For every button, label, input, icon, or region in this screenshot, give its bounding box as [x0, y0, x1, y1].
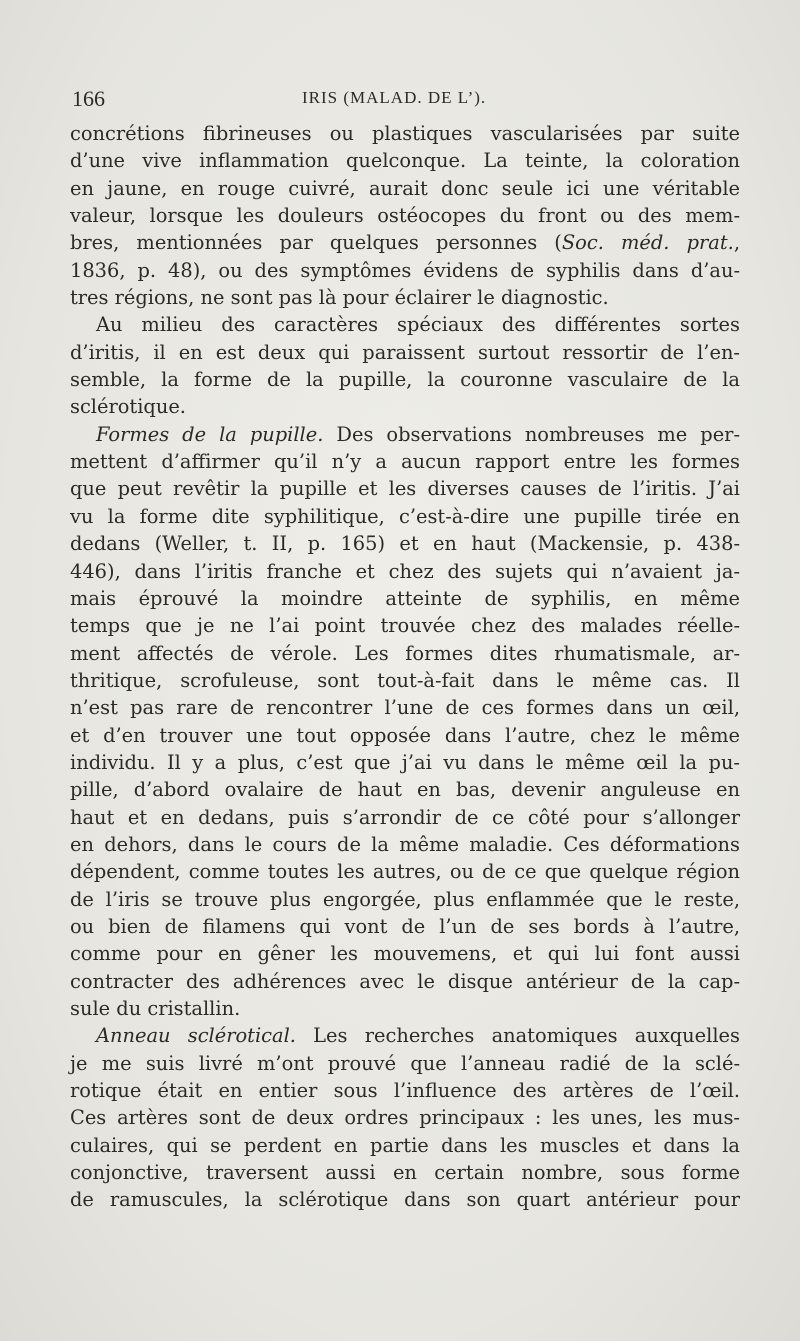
- text-line: [70, 585, 740, 612]
- line-text: dépendent, comme toutes les autres, ou de ce que quelque région: [70, 860, 740, 884]
- line-text: conjonctive, traversent aussi en certain nombre, sous forme: [70, 1161, 740, 1185]
- text-line: [70, 995, 740, 1022]
- text-line: [70, 749, 740, 776]
- line-text: Les recherches anatomiques auxquelles: [295, 1024, 740, 1048]
- text-line: [70, 831, 740, 858]
- line-text-tail: ,: [733, 231, 740, 255]
- line-text: vu la forme dite syphilitique, c’est-à-dire une pupille tirée en: [70, 504, 740, 528]
- line-text: n’est pas rare de rencontrer l’une de ces formes dans un œil,: [70, 696, 740, 720]
- text-line: [70, 1159, 740, 1186]
- text-line: [70, 530, 740, 557]
- line-text: culaires, qui se perdent en partie dans les muscles et dans la: [70, 1133, 740, 1157]
- line-text: valeur, lorsque les douleurs ostéocopes du front ou des mem-: [70, 204, 740, 228]
- text-line: [70, 886, 740, 913]
- text-line: [70, 804, 740, 831]
- text-line: [70, 940, 740, 967]
- page-header: [70, 80, 740, 120]
- line-text: comme pour en gêner les mouvemens, et qui lui font aussi: [70, 942, 740, 966]
- text-line: [70, 311, 740, 338]
- line-text: mais éprouvé la moindre atteinte de syphilis, en même: [70, 586, 740, 610]
- line-text: de ramuscules, la sclérotique dans son quart antérieur pour: [70, 1188, 740, 1212]
- line-text: tres régions, ne sont pas là pour éclairer le diagnostic.: [70, 286, 609, 310]
- body-text: [70, 120, 740, 1214]
- line-text: Au milieu des caractères spéciaux des différentes sortes: [96, 313, 740, 337]
- text-line: [70, 175, 740, 202]
- text-line: [70, 858, 740, 885]
- line-text: haut et en dedans, puis s’arrondir de ce côté pour s’allonger: [70, 805, 740, 829]
- line-text: de l’iris se trouve plus engorgée, plus enflammée que le reste,: [70, 887, 740, 911]
- line-text: sclérotique.: [70, 395, 186, 419]
- text-line: [70, 257, 740, 284]
- line-text: rotique était en entier sous l’influence des artères de l’œil.: [70, 1079, 740, 1103]
- text-line: [70, 640, 740, 667]
- text-line: [70, 667, 740, 694]
- text-line: [70, 339, 740, 366]
- page-number: 166: [72, 86, 105, 111]
- text-line: [70, 421, 740, 448]
- text-line: [70, 968, 740, 995]
- text-line: [70, 284, 740, 311]
- paragraph: [70, 421, 740, 1023]
- text-line: [70, 366, 740, 393]
- line-text: bres, mentionnées par quelques personnes (: [70, 231, 562, 255]
- text-line: [70, 1050, 740, 1077]
- running-head: IRIS (MALAD. DE L’).: [302, 88, 487, 107]
- text-line: [70, 722, 740, 749]
- text-line: [70, 202, 740, 229]
- paragraph: [70, 120, 740, 311]
- text-line: [70, 393, 740, 420]
- text-line: [70, 448, 740, 475]
- line-text: 446), dans l’iritis franche et chez des sujets qui n’avaient ja-: [70, 559, 740, 583]
- line-text: individu. Il y a plus, c’est que j’ai vu dans le même œil la pu-: [70, 750, 740, 774]
- line-text: d’iritis, il en est deux qui paraissent surtout ressortir de l’en-: [70, 340, 740, 364]
- italic-heading: Formes de la pupille.: [96, 422, 324, 446]
- italic-heading: Anneau sclérotical.: [96, 1024, 296, 1048]
- line-text: 1836, p. 48), ou des symptômes évidens de syphilis dans d’au-: [70, 258, 740, 282]
- line-text: en dehors, dans le cours de la même maladie. Ces déformations: [70, 832, 740, 856]
- line-text: dedans (Weller, t. II, p. 165) et en haut (Mackensie, p. 438-: [70, 532, 740, 556]
- line-text: pille, d’abord ovalaire de haut en bas, devenir anguleuse en: [70, 778, 740, 802]
- line-text: d’une vive inflammation quelconque. La teinte, la coloration: [70, 149, 740, 173]
- line-text: en jaune, en rouge cuivré, aurait donc seule ici une véritable: [70, 176, 740, 200]
- line-text: Des observations nombreuses me per-: [323, 422, 740, 446]
- book-page: [70, 80, 740, 1214]
- italic-citation: Soc. méd. prat.: [561, 231, 734, 255]
- text-line: [70, 1132, 740, 1159]
- text-line: [70, 913, 740, 940]
- text-line: [70, 503, 740, 530]
- text-line: [70, 1022, 740, 1049]
- line-text: ou bien de filamens qui vont de l’un de ses bords à l’autre,: [70, 914, 740, 938]
- text-line: [70, 776, 740, 803]
- text-line: [70, 1186, 740, 1213]
- line-text: ment affectés de vérole. Les formes dites rhumatismale, ar-: [70, 641, 740, 665]
- text-line: [70, 612, 740, 639]
- line-text: thritique, scrofuleuse, sont tout-à-fait dans le même cas. Il: [70, 668, 740, 692]
- text-line: [70, 120, 740, 147]
- line-text: Ces artères sont de deux ordres principaux : les unes, les mus-: [70, 1106, 740, 1130]
- paragraph: [70, 1022, 740, 1213]
- text-line: [70, 147, 740, 174]
- text-line: [70, 229, 740, 256]
- line-text: contracter des adhérences avec le disque antérieur de la cap-: [70, 969, 740, 993]
- text-line: [70, 475, 740, 502]
- text-line: [70, 558, 740, 585]
- paragraph: [70, 311, 740, 420]
- line-text: semble, la forme de la pupille, la couronne vasculaire de la: [70, 368, 740, 392]
- text-line: [70, 694, 740, 721]
- text-line: [70, 1077, 740, 1104]
- line-text: et d’en trouver une tout opposée dans l’autre, chez le même: [70, 723, 740, 747]
- line-text: que peut revêtir la pupille et les diverses causes de l’iritis. J’ai: [70, 477, 740, 501]
- line-text: sule du cristallin.: [70, 997, 241, 1020]
- line-text: je me suis livré m’ont prouvé que l’anneau radié de la sclé-: [70, 1051, 740, 1075]
- line-text: concrétions fibrineuses ou plastiques vascularisées par suite: [70, 122, 740, 145]
- line-text: temps que je ne l’ai point trouvée chez des malades réelle-: [70, 614, 740, 638]
- line-text: mettent d’affirmer qu’il n’y a aucun rapport entre les formes: [70, 450, 740, 474]
- text-line: [70, 1104, 740, 1131]
